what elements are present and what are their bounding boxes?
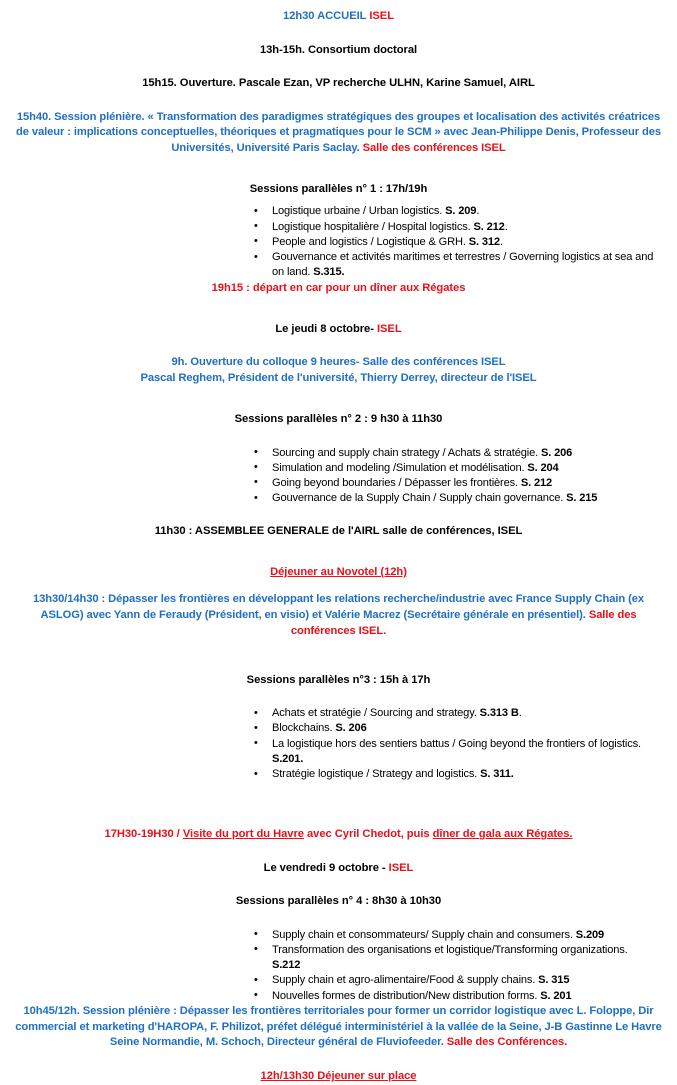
session-title: Stratégie logistique / Strategy and logistics. <box>272 768 481 781</box>
list-item <box>14 943 663 958</box>
accueil-line <box>14 9 663 25</box>
visite-underline-2: dîner de gala aux Régates. <box>432 828 573 841</box>
session-tail: . <box>504 220 508 233</box>
sessions-1-list <box>14 204 663 280</box>
session-title: Logistique hospitalière / Hospital logistics. <box>272 220 474 233</box>
session-room: S. 206 <box>335 722 367 735</box>
session-room: S.212 <box>272 959 301 972</box>
session-room: S. 212 <box>473 220 505 233</box>
jeudi-label: Le jeudi 8 octobre- <box>275 322 377 335</box>
session-title: Transformation des organisations et logistique/Transforming organizations. <box>272 943 628 956</box>
session-room: S. 311. <box>480 768 514 781</box>
session-title: Supply chain et consommateurs/ Supply chain and consumers. <box>272 928 576 941</box>
sessions-1-note: 19h15 : départ en car pour un dîner aux Régates <box>211 282 466 295</box>
pleniere-1-room: Salle des conférences ISEL <box>362 142 506 155</box>
pleniere-3-paragraph <box>14 1004 663 1051</box>
list-item <box>14 706 663 721</box>
pleniere-3-room: Salle des Conférences. <box>446 1036 568 1049</box>
list-item <box>14 767 663 782</box>
session-room: S. 209 <box>445 205 477 218</box>
dejeuner-place-line: 12h/13h30 Déjeuner sur place <box>260 1070 417 1083</box>
list-item <box>14 250 663 265</box>
pleniere-1-paragraph <box>14 110 663 157</box>
session-tail: . <box>518 707 522 720</box>
session-title: Logistique urbaine / Urban logistics. <box>272 205 446 218</box>
vendredi-place: ISEL <box>388 861 414 874</box>
sessions-4-heading: Sessions parallèles n° 4 : 8h30 à 10h30 <box>235 895 442 908</box>
ouverture-colloque-line2: Pascal Reghem, Président de l'université, Thierry Derrey, directeur de l'ISEL <box>140 372 537 385</box>
session-title: Nouvelles formes de distribution/New distribution forms. <box>272 989 541 1002</box>
list-item-continuation <box>14 752 663 767</box>
list-item <box>14 491 663 506</box>
sessions-3-heading: Sessions parallèles n°3 : 15h à 17h <box>246 673 431 686</box>
list-item-continuation <box>14 958 663 973</box>
visite-underline-1: Visite du port du Havre <box>182 828 304 841</box>
list-item <box>14 737 663 752</box>
list-item <box>14 973 663 988</box>
visite-prefix: 17H30-19H30 / <box>104 828 183 841</box>
session-title: Achats et stratégie / Sourcing and strategy. <box>272 707 480 720</box>
session-title-cont: on land. <box>272 266 314 279</box>
session-room: S. 315 <box>538 974 570 987</box>
accueil-place: ISEL <box>369 10 394 22</box>
session-room: S.315. <box>313 266 345 279</box>
session-title: Blockchains. <box>272 722 336 735</box>
jeudi-place: ISEL <box>376 322 402 335</box>
list-item <box>14 220 663 235</box>
session-room: S. 312 <box>468 235 500 248</box>
session-room: S. 212 <box>520 476 553 489</box>
session-room: S.201. <box>272 752 304 765</box>
visite-line <box>14 827 663 843</box>
session-title: Sourcing and supply chain strategy / Achats & stratégie. <box>272 446 541 459</box>
list-item <box>14 446 663 461</box>
pleniere-2-paragraph <box>14 592 663 639</box>
ouverture-colloque-line1: 9h. Ouverture du colloque 9 heures- Salle des conférences ISEL <box>171 356 506 369</box>
jeudi-line <box>14 322 663 338</box>
session-room: S. 215 <box>566 492 598 505</box>
session-title: La logistique hors des sentiers battus / Going beyond the frontiers of logistics. <box>272 737 641 750</box>
list-item <box>14 721 663 736</box>
pleniere-2-room: Salle des conférences ISEL. <box>290 609 637 637</box>
sessions-3-list <box>14 706 663 782</box>
session-title: People and logistics / Logistique & GRH. <box>272 235 469 248</box>
accueil-time: 12h30 ACCUEIL <box>282 10 370 22</box>
list-item <box>14 928 663 943</box>
assemblee-line: 11h30 : ASSEMBLEE GENERALE de l'AIRL salle de conférences, ISEL <box>154 525 523 538</box>
list-item <box>14 989 663 1004</box>
vendredi-label: Le vendredi 9 octobre - <box>263 861 389 874</box>
dejeuner-novotel-line: Déjeuner au Novotel (12h) <box>270 565 407 578</box>
list-item <box>14 235 663 250</box>
ouverture-colloque-block <box>14 355 663 387</box>
list-item <box>14 476 663 491</box>
consortium-line: 13h-15h. Consortium doctoral <box>259 43 418 56</box>
ouverture-line: 15h15. Ouverture. Pascale Ezan, VP recherche ULHN, Karine Samuel, AIRL <box>142 77 535 89</box>
sessions-2-heading: Sessions parallèles n° 2 : 9 h30 à 11h30 <box>234 413 443 425</box>
session-title: Gouvernance et activités maritimes et terrestres / Governing logistics at sea and <box>272 251 654 263</box>
session-tail: . <box>476 205 480 218</box>
session-title: Gouvernance de la Supply Chain / Supply chain governance. <box>272 492 567 505</box>
sessions-1-heading: Sessions parallèles n° 1 : 17h/19h <box>249 182 428 195</box>
list-item <box>14 204 663 219</box>
sessions-4-list <box>14 928 663 1004</box>
session-room: S. 204 <box>527 461 559 474</box>
session-tail: . <box>499 235 503 248</box>
list-item-continuation <box>14 265 663 280</box>
session-title: Going beyond boundaries / Dépasser les frontières. <box>272 476 521 489</box>
session-title: Supply chain et agro-alimentaire/Food & supply chains. <box>272 974 539 987</box>
vendredi-line <box>14 861 663 877</box>
list-item <box>14 461 663 476</box>
session-room: S. 206 <box>540 446 573 459</box>
pleniere-3-text: 10h45/12h. Session plénière : Dépasser les frontières territoriales pour former un corridor logistique avec L. Foloppe, Dir commercial et marketing d'HAROPA, F. Philizot, préfet délégué interministériel à la vallée de la Seine, J-B Gastinne Le Havre Seine Normandie, M. Schoch, Directeur général de Fluviofeeder. <box>15 1004 662 1049</box>
visite-middle: avec Cyril Chedot, puis <box>303 828 433 841</box>
sessions-2-list <box>14 446 663 507</box>
session-title: Simulation and modeling /Simulation et modélisation. <box>272 461 528 474</box>
session-room: S.209 <box>575 928 605 941</box>
pleniere-1-text: 15h40. Session plénière. « Transformation des paradigmes stratégiques des groupes et localisation des activités créatrices de valeur : implications conceptuelles, théoriques et pragmatiques pour le SCM » avec Jean-Philippe Denis, Professeur des Universités, Université Paris Saclay. <box>15 110 662 155</box>
pleniere-2-text: 13h30/14h30 : Dépasser les frontières en développant les relations recherche/industrie avec France Supply Chain (ex ASLOG) avec Yann de Feraudy (Président, en visio) et Valérie Macrez (Secrétaire générale en présentiel). <box>33 593 644 622</box>
session-room: S. 201 <box>540 989 572 1002</box>
session-room: S.313 B <box>479 707 519 720</box>
